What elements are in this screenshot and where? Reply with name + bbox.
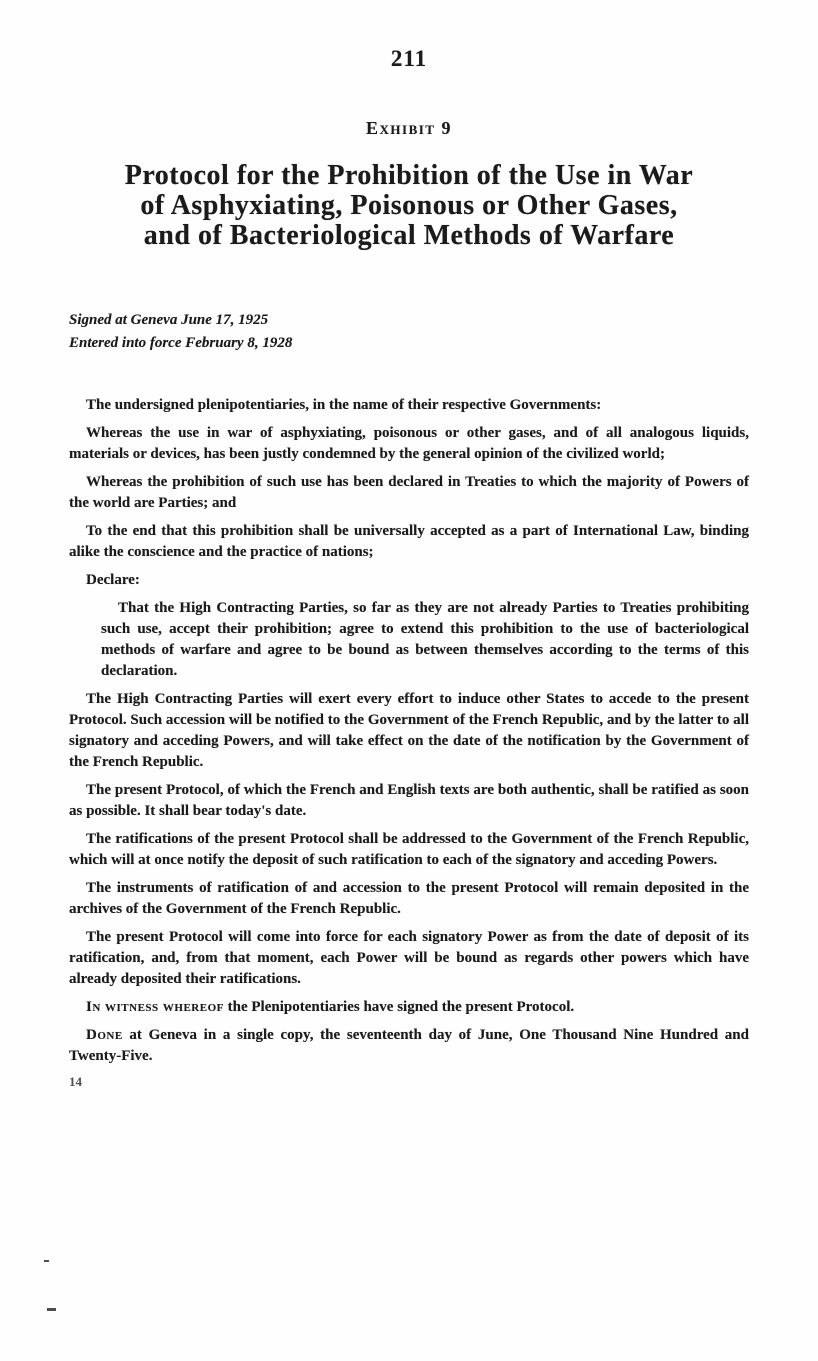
document-title [69,161,749,251]
paragraph-text: To the end that this prohibition shall be universally accepted as a part of International Law, binding alike the conscience and the practice of nations; [69,523,749,560]
title-line-1: Protocol for the Prohibition of the Use in War [124,160,694,191]
paragraph-accession-clause [69,689,749,773]
document-body [69,395,749,1067]
scan-artifact-dash [47,1308,56,1311]
printer-signature-mark: 14 [69,1074,82,1089]
paragraph-text: Declare: [86,572,140,588]
paragraph-instruments-clause [69,878,749,920]
paragraph-text: the Plenipotentiaries have signed the present Protocol. [223,999,575,1015]
paragraph-text: Whereas the use in war of asphyxiating, poisonous or other gases, and of all analogous liquids, materials or devices, has been justly condemned by the general opinion of the civilized world; [69,425,749,462]
paragraph-text: The present Protocol will come into force for each signatory Power as from the date of deposit of its ratification, and, from that moment, each Power will be bound as regards other powers which have already deposited their ratifications. [69,929,749,987]
title-line-3: and of Bacteriological Methods of Warfare [143,220,675,251]
paragraph-text: at Geneva in a single copy, the seventeenth day of June, One Thousand Nine Hundred and Twenty-Five. [69,1027,749,1064]
title-line-2: of Asphyxiating, Poisonous or Other Gases, [140,190,678,221]
paragraph-witness-clause [69,997,749,1018]
paragraph-whereas-use [69,423,749,465]
paragraph-text: Whereas the prohibition of such use has been declared in Treaties to which the majority of Powers of the world are Parties; and [69,474,749,511]
paragraph-done-clause [69,1025,749,1067]
entered-into-force-line: Entered into force February 8, 1928 [69,335,293,351]
paragraph-to-the-end [69,521,749,563]
page-number: 211 [390,46,428,71]
paragraph-text: That the High Contracting Parties, so far as they are not already Parties to Treaties prohibiting such use, accept their prohibition; agree to extend this prohibition to the use of bacteriological methods of warfare and agree to be bound as between themselves according to the terms of this declaration. [101,600,749,679]
paragraph-declare [69,570,749,591]
paragraph-entry-into-force [69,927,749,990]
paragraph-whereas-prohibition [69,472,749,514]
page-content [69,0,749,1090]
signature-block [69,309,749,355]
paragraph-lead-smallcaps: Done [86,1027,123,1043]
paragraph-preamble [69,395,749,416]
paragraph-text: The ratifications of the present Protocol shall be addressed to the Government of the French Republic, which will at once notify the deposit of such ratification to each of the signatory and acceding Powers. [69,831,749,868]
paragraph-ratifications-address [69,829,749,871]
paragraph-text: The undersigned plenipotentiaries, in the name of their respective Governments: [86,397,602,413]
paragraph-lead-smallcaps: In witness whereof [86,999,224,1015]
paragraph-text: The High Contracting Parties will exert every effort to induce other States to accede to the present Protocol. Such accession will be notified to the Government of the French Republic, and by the latter to all signatory and acceding Powers, and will take effect on the date of the notification by the Government of the French Republic. [69,691,749,770]
signed-at-line: Signed at Geneva June 17, 1925 [69,312,269,328]
paragraph-declaration-clause [101,598,749,682]
paragraph-text: The present Protocol, of which the French and English texts are both authentic, shall be ratified as soon as possible. It shall bear today's date. [69,782,749,819]
exhibit-heading: Exhibit 9 [366,118,452,138]
paragraph-text: The instruments of ratification of and accession to the present Protocol will remain deposited in the archives of the Government of the French Republic. [69,880,749,917]
scan-artifact-dash [44,1260,49,1262]
paragraph-ratification-clause [69,780,749,822]
